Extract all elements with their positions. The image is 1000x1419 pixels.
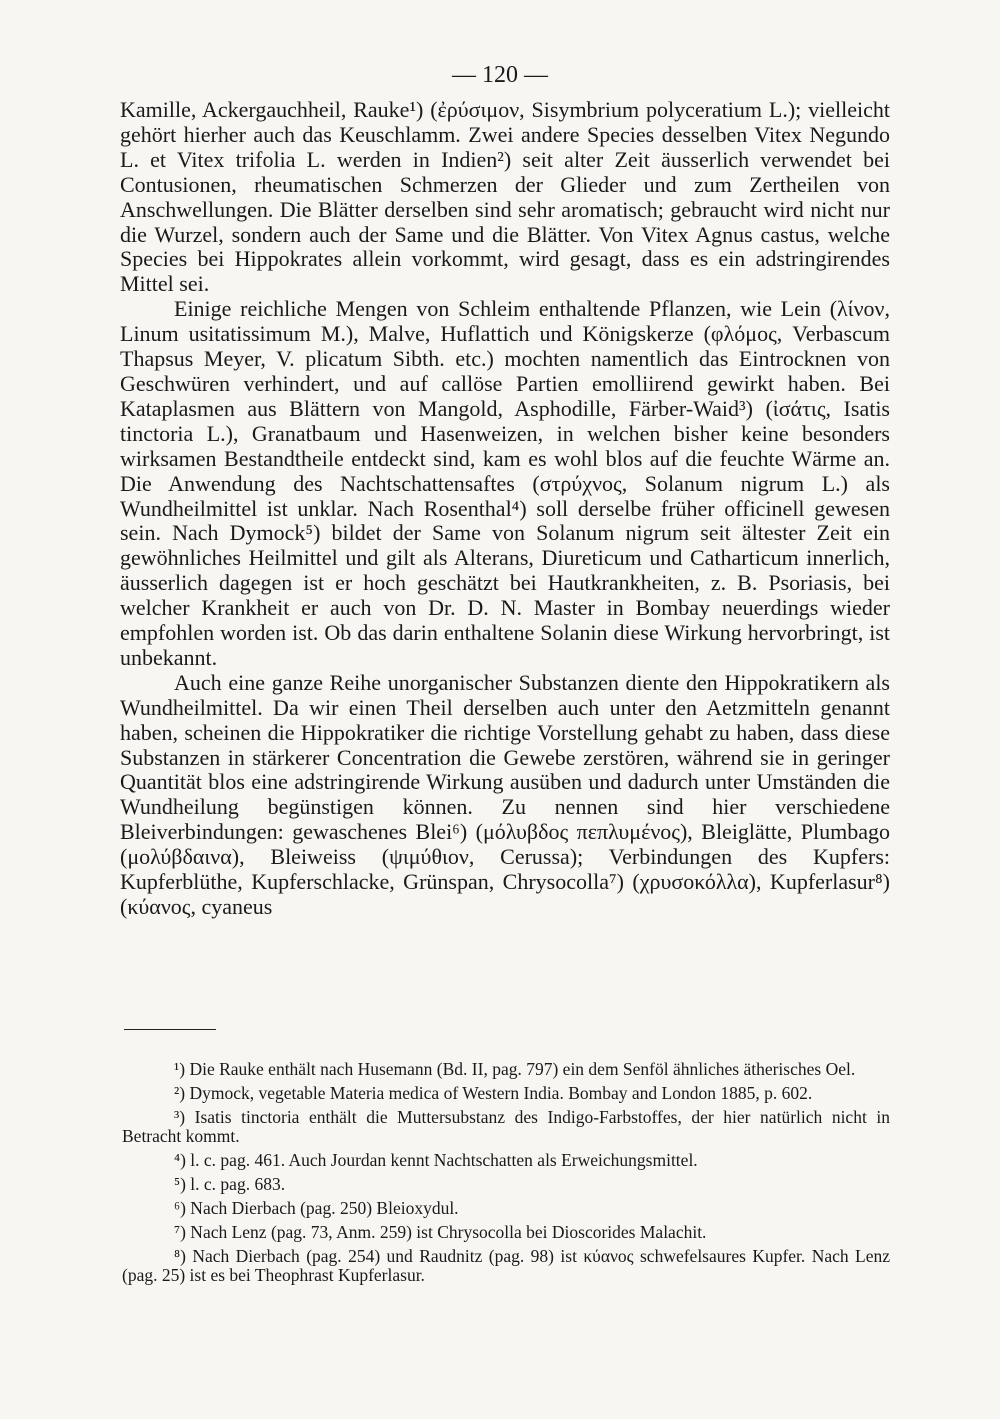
- body-text: [120, 98, 890, 920]
- footnote-5: ⁵) l. c. pag. 683.: [174, 1174, 286, 1194]
- paragraph-schleim: Einige reichliche Mengen von Schleim enthaltende Pflanzen, wie Lein (λίνον, Linum usitatissimum M.), Malve, Huflattich und Königskerze (φλόμος, Verbascum Thapsus Meyer, V. plicatum Sibth. etc.) mochten namentlich das Eintrocknen von Geschwüren verhindert, und auf callöse Partien emolliirend gewirkt haben. Bei Kataplasmen aus Blättern von Mangold, Asphodille, Färber-Waid³) (ἰσάτις, Isatis tinctoria L.), Granatbaum und Hasenweizen, in welchen bisher keine besonders wirksamen Bestandtheile entdeckt sind, kam es wohl blos auf die feuchte Wärme an. Die Anwendung des Nachtschattensaftes (στρύχνος, Solanum nigrum L.) als Wundheilmittel ist unklar. Nach Rosenthal⁴) soll derselbe früher officinell gewesen sein. Nach Dymock⁵) bildet der Same von Solanum nigrum seit ältester Zeit ein gewöhnliches Heilmittel und gilt als Alterans, Diureticum und Catharticum innerlich, äusserlich dagegen ist er hoch geschätzt bei Hautkrankheiten, z. B. Psoriasis, bei welcher Krankheit er auch von Dr. D. N. Master in Bombay neuerdings wieder empfohlen worden ist. Ob das darin enthaltene Solanin diese Wirkung hervorbringt, ist unbekannt.: [120, 296, 890, 670]
- footnote-7: ⁷) Nach Lenz (pag. 73, Anm. 259) ist Chrysocolla bei Dioscorides Malachit.: [174, 1222, 707, 1242]
- footnote-divider: [124, 1029, 216, 1030]
- footnote-3: ³) Isatis tinctoria enthält die Muttersubstanz des Indigo-Farbstoffes, der hier natürlich nicht in Betracht kommt.: [122, 1107, 890, 1146]
- footnote-4: ⁴) l. c. pag. 461. Auch Jourdan kennt Nachtschatten als Erweichungsmittel.: [174, 1150, 698, 1170]
- footnote-8: ⁸) Nach Dierbach (pag. 254) und Raudnitz (pag. 98) ist κύανος schwefelsaures Kupfer. Nach Lenz (pag. 25) ist es bei Theophrast Kupferlasur.: [122, 1246, 890, 1285]
- page-number: — 120 —: [452, 62, 548, 88]
- paragraph-vitex: Kamille, Ackergauchheil, Rauke¹) (ἐρύσιμον, Sisymbrium polyceratium L.); vielleicht gehört hierher auch das Keuschlamm. Zwei andere Species desselben Vitex Negundo L. et Vitex trifolia L. werden in Indien²) seit alter Zeit äusserlich verwendet bei Contusionen, rheumatischen Schmerzen der Glieder und zum Zertheilen von Anschwellungen. Die Blätter derselben sind sehr aromatisch; gebraucht wird nicht nur die Wurzel, sondern auch der Same und die Blätter. Von Vitex Agnus castus, welche Species bei Hippokrates allein vorkommt, wird gesagt, dass es ein adstringirendes Mittel sei.: [120, 97, 890, 297]
- footnote-1: ¹) Die Rauke enthält nach Husemann (Bd. II, pag. 797) ein dem Senföl ähnliches ätherisches Oel.: [174, 1059, 856, 1079]
- footnote-2: ²) Dymock, vegetable Materia medica of Western India. Bombay and London 1885, p. 602.: [174, 1083, 813, 1103]
- footnotes: [122, 1060, 890, 1290]
- paragraph-unorganisch: Auch eine ganze Reihe unorganischer Substanzen diente den Hippokratikern als Wundheilmittel. Da wir einen Theil derselben auch unter den Aetzmitteln genannt haben, scheinen die Hippokratiker die richtige Vorstellung gehabt zu haben, dass diese Substanzen in stärkerer Concentration die Gewebe zerstören, während sie in geringer Quantität blos eine adstringirende Wirkung ausüben und dadurch unter Umständen die Wundheilung begünstigen können. Zu nennen sind hier verschiedene Bleiverbindungen: gewaschenes Blei⁶) (μόλυβδος πεπλυμένος), Bleiglätte, Plumbago (μολύβδαινα), Bleiweiss (ψιμύθιον, Cerussa); Verbindungen des Kupfers: Kupferblüthe, Kupferschlacke, Grünspan, Chrysocolla⁷) (χρυσοκόλλα), Kupferlasur⁸) (κύανος, cyaneus: [120, 669, 890, 919]
- footnote-6: ⁶) Nach Dierbach (pag. 250) Bleioxydul.: [174, 1198, 459, 1218]
